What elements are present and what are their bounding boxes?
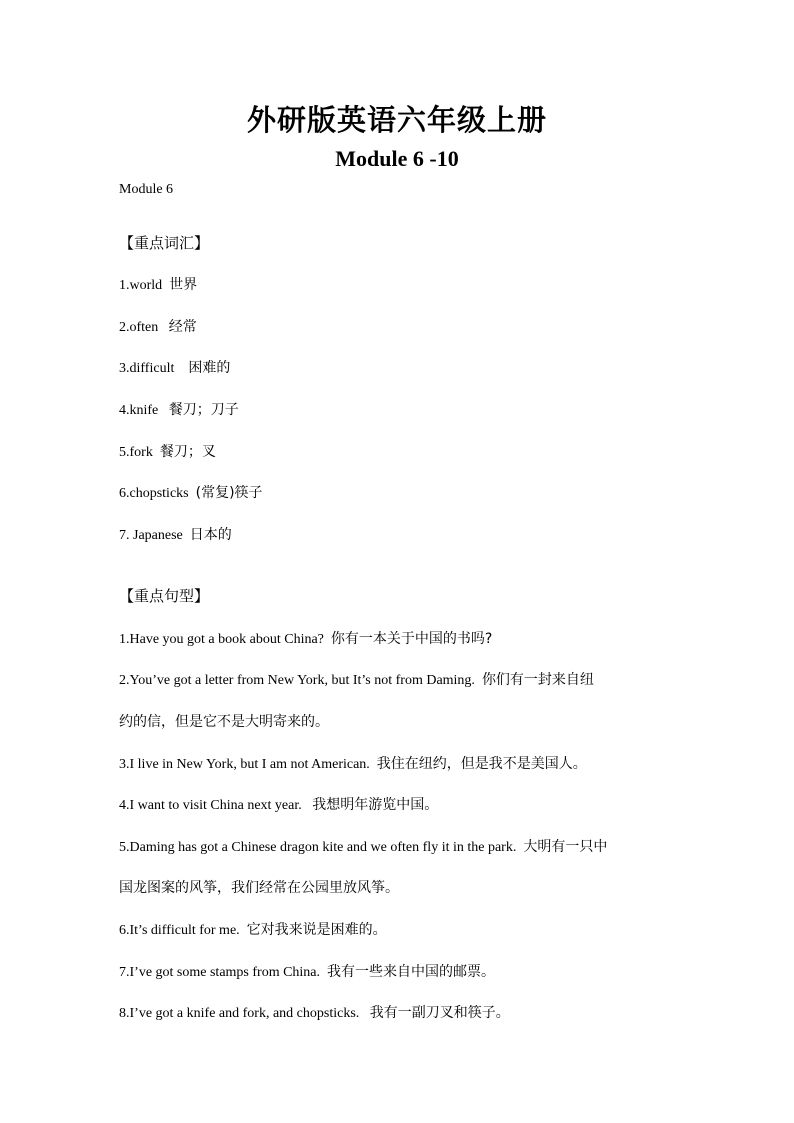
vocab-item xyxy=(119,442,679,463)
sentence-item xyxy=(119,629,679,650)
vocab-item xyxy=(119,525,679,546)
sentence-cn: 你们有一封来自纽 xyxy=(481,672,594,688)
module-label: Module 6 xyxy=(119,182,174,197)
vocab-item xyxy=(119,358,679,379)
sentence-en: 7.I’ve got some stamps from China. xyxy=(119,965,321,980)
sentence-cn-continued: 国龙图案的风筝，我们经常在公园里放风筝。 xyxy=(119,880,399,896)
sentence-cn: 我有一些来自中国的邮票。 xyxy=(327,964,496,980)
vocab-cn: 世界 xyxy=(169,277,198,293)
sentence-en: 2.You’ve got a letter from New York, but It’s not from Daming. xyxy=(119,673,475,688)
vocab-en: 3.difficult xyxy=(119,361,175,376)
vocab-item xyxy=(119,483,679,504)
sentence-cn: 你有一本关于中国的书吗? xyxy=(330,631,493,647)
sentence-cn: 我有一副刀叉和筷子。 xyxy=(369,1005,510,1021)
sentence-en: 6.It’s difficult for me. xyxy=(119,923,240,938)
sentence-cn: 大明有一只中 xyxy=(523,839,608,855)
vocab-cn: 经常 xyxy=(168,319,197,335)
sentence-en: 8.I’ve got a knife and fork, and chopsticks. xyxy=(119,1006,360,1021)
sentence-en: 3.I live in New York, but I am not American. xyxy=(119,757,370,772)
vocab-item xyxy=(119,317,679,338)
sentence-cn-continued: 约的信，但是它不是大明寄来的。 xyxy=(119,714,329,730)
sentence-item xyxy=(119,1003,679,1024)
vocab-cn: (常复)筷子 xyxy=(195,485,263,501)
sentence-item xyxy=(119,670,679,691)
vocab-cn: 日本的 xyxy=(189,527,232,543)
document-subtitle: Module 6 -10 xyxy=(335,146,459,171)
vocab-heading: 【重点词汇】 xyxy=(119,234,210,252)
sentence-en: 4.I want to visit China next year. xyxy=(119,798,302,813)
document-title: 外研版英语六年级上册 xyxy=(246,103,547,137)
vocab-en: 5.fork xyxy=(119,445,153,460)
sentence-continuation xyxy=(119,712,679,733)
sentence-item xyxy=(119,920,679,941)
sentence-cn: 我住在纽约，但是我不是美国人。 xyxy=(376,756,587,772)
vocab-en: 7. Japanese xyxy=(119,528,183,543)
sentence-cn: 我想明年游览中国。 xyxy=(312,797,439,813)
vocab-en: 1.world xyxy=(119,278,163,293)
sentence-item xyxy=(119,795,679,816)
vocab-cn: 餐刀；刀子 xyxy=(168,402,239,418)
vocab-en: 2.often xyxy=(119,320,159,335)
sentence-continuation xyxy=(119,878,679,899)
vocab-cn: 餐刀；叉 xyxy=(159,444,216,460)
sentence-item xyxy=(119,962,679,983)
sentence-item xyxy=(119,837,679,858)
vocab-cn: 困难的 xyxy=(188,360,231,376)
sentence-heading: 【重点句型】 xyxy=(119,587,210,605)
sentence-item xyxy=(119,754,679,775)
sentence-en: 1.Have you got a book about China? xyxy=(119,632,324,647)
vocab-en: 4.knife xyxy=(119,403,159,418)
sentence-en: 5.Daming has got a Chinese dragon kite and we often fly it in the park. xyxy=(119,840,517,855)
sentence-cn: 它对我来说是困难的。 xyxy=(246,922,387,938)
vocab-item xyxy=(119,275,679,296)
vocab-item xyxy=(119,400,679,421)
vocab-en: 6.chopsticks xyxy=(119,486,189,501)
